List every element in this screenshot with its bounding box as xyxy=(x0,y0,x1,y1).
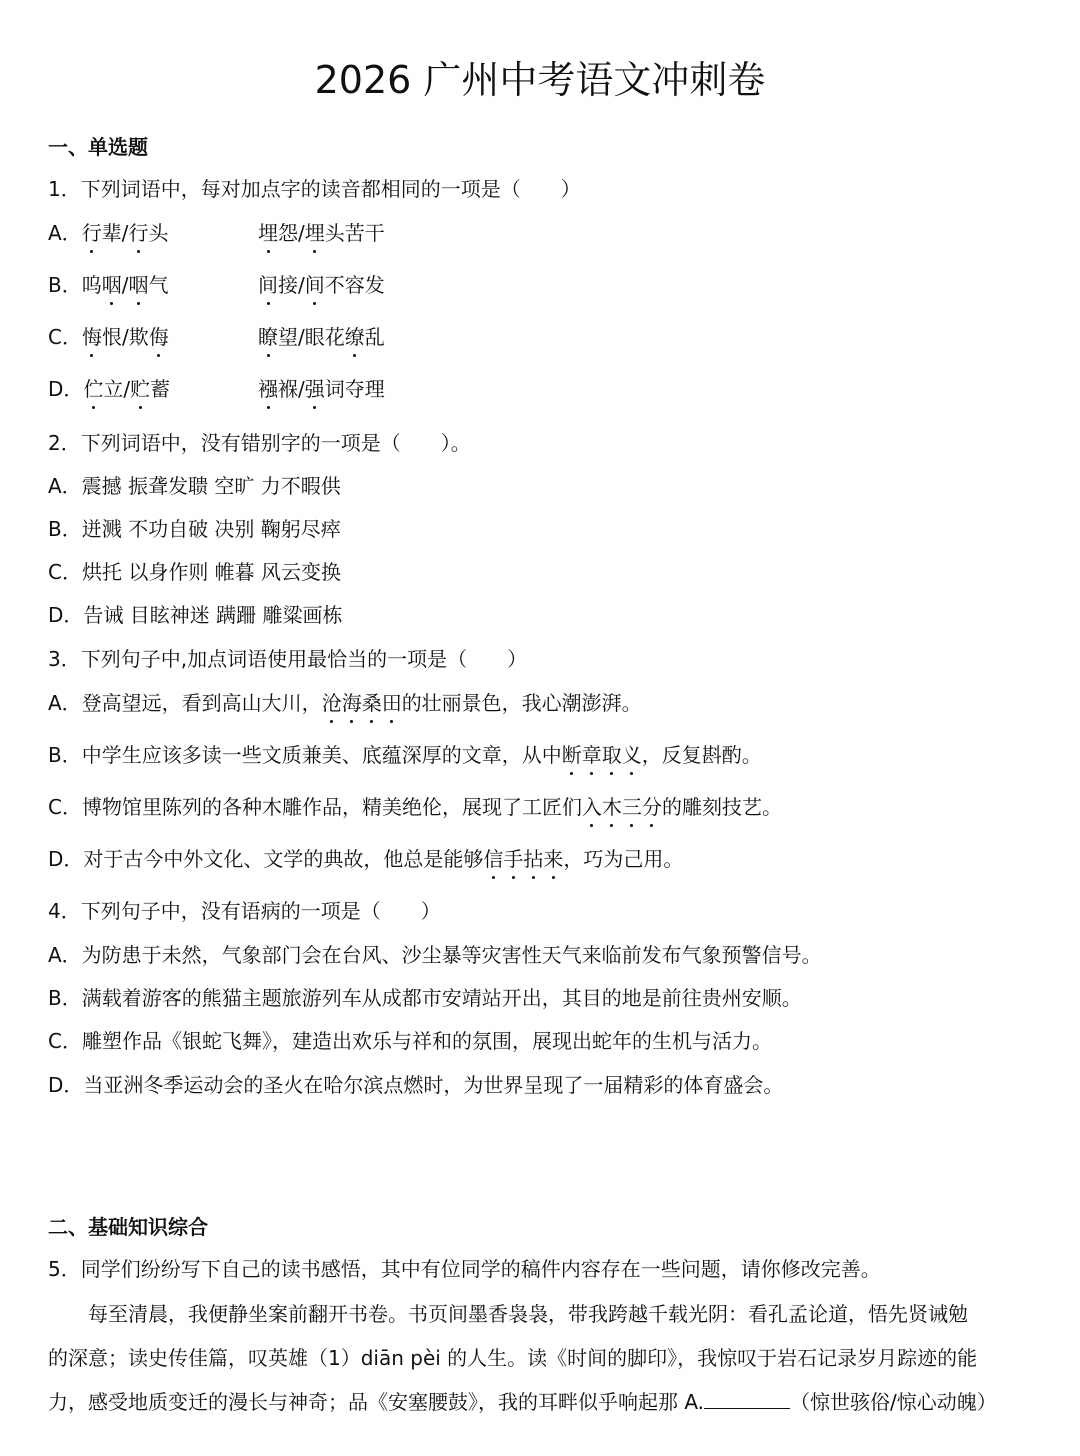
option-text: 乱 xyxy=(364,325,385,349)
dotted-char: 咽 xyxy=(102,270,122,300)
question-3-option-d xyxy=(48,844,683,874)
passage-text: （惊世骇俗/惊心动魄） xyxy=(790,1390,997,1414)
option-text: ，巧为己用。 xyxy=(563,847,684,871)
option-text: / xyxy=(121,273,129,297)
dotted-char: 襁 xyxy=(258,374,278,404)
question-1-stem: 1．下列词语中，每对加点字的读音都相同的一项是（ ） xyxy=(48,177,581,201)
fill-in-blank[interactable] xyxy=(704,1386,790,1409)
question-1-option-b-pair2 xyxy=(258,270,385,300)
passage-line-3 xyxy=(48,1380,1038,1424)
option-text: B．中学生应该多读一些文质兼美、底蕴深厚的文章，从中 xyxy=(48,743,562,767)
option-text: 蓄 xyxy=(150,377,171,401)
passage-line-1: 每至清晨，我便静坐案前翻开书卷。书页间墨香袅袅，带我跨越千载光阴：看孔孟论道，悟先贤诫勉 xyxy=(88,1302,968,1326)
question-1-option-d xyxy=(48,374,170,404)
dotted-char: 瞭 xyxy=(258,322,278,352)
dotted-phrase xyxy=(562,743,642,767)
question-2-stem: 2．下列词语中，没有错别字的一项是（ ）。 xyxy=(48,431,471,455)
question-1-option-a xyxy=(48,218,168,248)
dotted-char: 贮 xyxy=(130,374,150,404)
dotted-char: 间 xyxy=(305,270,325,300)
dotted-char: 伫 xyxy=(83,374,103,404)
option-text: 词夺理 xyxy=(324,377,385,401)
dotted-phrase xyxy=(582,795,662,819)
question-2-option-b: B．迸溅 不功自破 决别 鞠躬尽瘁 xyxy=(48,517,341,541)
option-text: 头 xyxy=(148,221,169,245)
option-text: 气 xyxy=(148,273,169,297)
question-2-option-c: C．烘托 以身作则 帷暮 风云变换 xyxy=(48,560,342,584)
question-4-option-d: D．当亚洲冬季运动会的圣火在哈尔滨点燃时，为世界呈现了一届精彩的体育盛会。 xyxy=(48,1073,784,1097)
question-4-option-b: B．满载着游客的熊猫主题旅游列车从成都市安靖站开出，其目的地是前往贵州安顺。 xyxy=(48,986,802,1010)
dotted-char: 桑 xyxy=(362,688,382,718)
dotted-char: 行 xyxy=(128,218,148,248)
dotted-char: 缭 xyxy=(345,322,365,352)
option-text: 怨/ xyxy=(278,221,305,245)
option-text: A．登高望远，看到高山大川， xyxy=(48,691,322,715)
question-3-option-b xyxy=(48,740,762,770)
dotted-char: 田 xyxy=(382,688,402,718)
option-text: 辈/ xyxy=(101,221,129,245)
question-3-option-a xyxy=(48,688,642,718)
option-text: 不容发 xyxy=(324,273,385,297)
option-text: 的雕刻技艺。 xyxy=(661,795,782,819)
option-text: 立/ xyxy=(103,377,131,401)
dotted-char: 间 xyxy=(258,270,278,300)
dotted-char: 手 xyxy=(503,844,523,874)
question-4-option-c: C．雕塑作品《银蛇飞舞》，建造出欢乐与祥和的氛围，展现出蛇年的生机与活力。 xyxy=(48,1029,772,1053)
option-text: D．对于古今中外文化、文学的典故，他总是能够 xyxy=(48,847,484,871)
option-text: 恨/欺 xyxy=(101,325,149,349)
question-3-stem: 3．下列句子中,加点词语使用最恰当的一项是（ ） xyxy=(48,647,528,671)
dotted-char: 章 xyxy=(582,740,602,770)
question-3-option-c xyxy=(48,792,782,822)
option-text: 接/ xyxy=(278,273,305,297)
dotted-char: 沧 xyxy=(322,688,342,718)
exam-title: 2026 广州中考语文冲刺卷 xyxy=(314,58,766,102)
option-text: ，反复斟酌。 xyxy=(641,743,762,767)
question-2-option-d: D．告诫 目眩神迷 蹒跚 雕粱画栋 xyxy=(48,603,343,627)
option-text: 褓/ xyxy=(278,377,305,401)
dotted-char: 木 xyxy=(602,792,622,822)
section-heading-single-choice: 一、单选题 xyxy=(48,135,148,159)
dotted-char: 信 xyxy=(483,844,503,874)
question-2-option-a: A．震撼 振聋发聩 空旷 力不暇供 xyxy=(48,474,341,498)
dotted-char: 分 xyxy=(642,792,662,822)
dotted-char: 断 xyxy=(562,740,582,770)
dotted-char: 埋 xyxy=(258,218,278,248)
option-label: B． xyxy=(48,273,82,297)
option-text: 的壮丽景色，我心潮澎湃。 xyxy=(401,691,642,715)
dotted-phrase xyxy=(322,691,402,715)
option-text: 头苦干 xyxy=(324,221,385,245)
dotted-char: 悔 xyxy=(82,322,102,352)
dotted-char: 三 xyxy=(622,792,642,822)
dotted-char: 侮 xyxy=(149,322,169,352)
passage-line-2: 的深意；读史传佳篇，叹英雄（1）diān pèi 的人生。读《时间的脚印》，我惊叹于岩石记录岁月踪迹的能 xyxy=(48,1346,978,1370)
option-text: 呜 xyxy=(81,273,102,297)
dotted-phrase xyxy=(483,847,563,871)
dotted-char: 来 xyxy=(543,844,563,874)
dotted-char: 行 xyxy=(82,218,102,248)
option-text: C．博物馆里陈列的各种木雕作品，精美绝伦，展现了工匠们 xyxy=(48,795,582,819)
dotted-char: 取 xyxy=(602,740,622,770)
dotted-char: 强 xyxy=(305,374,325,404)
option-label: C． xyxy=(48,325,82,349)
question-4-stem: 4．下列句子中，没有语病的一项是（ ） xyxy=(48,899,441,923)
section-heading-comprehensive: 二、基础知识综合 xyxy=(48,1215,208,1239)
dotted-char: 入 xyxy=(582,792,602,822)
passage-text: 力，感受地质变迁的漫长与神奇；品《安塞腰鼓》，我的耳畔似乎响起那 A. xyxy=(48,1390,705,1414)
question-1-option-b xyxy=(48,270,168,300)
option-label: A． xyxy=(48,221,82,245)
dotted-char: 拈 xyxy=(523,844,543,874)
dotted-char: 海 xyxy=(342,688,362,718)
question-1-option-c-pair2 xyxy=(258,322,385,352)
option-text: 望/眼花 xyxy=(278,325,345,349)
question-5-stem: 5．同学们纷纷写下自己的读书感悟，其中有位同学的稿件内容存在一些问题，请你修改完善。 xyxy=(48,1257,881,1281)
question-1-option-a-pair2 xyxy=(258,218,385,248)
question-1-option-c xyxy=(48,322,169,352)
question-4-option-a: A．为防患于未然，气象部门会在台风、沙尘暴等灾害性天气来临前发布气象预警信号。 xyxy=(48,943,822,967)
dotted-char: 埋 xyxy=(305,218,325,248)
question-1-option-d-pair2 xyxy=(258,374,385,404)
dotted-char: 咽 xyxy=(128,270,148,300)
dotted-char: 义 xyxy=(622,740,642,770)
option-label: D． xyxy=(48,377,84,401)
